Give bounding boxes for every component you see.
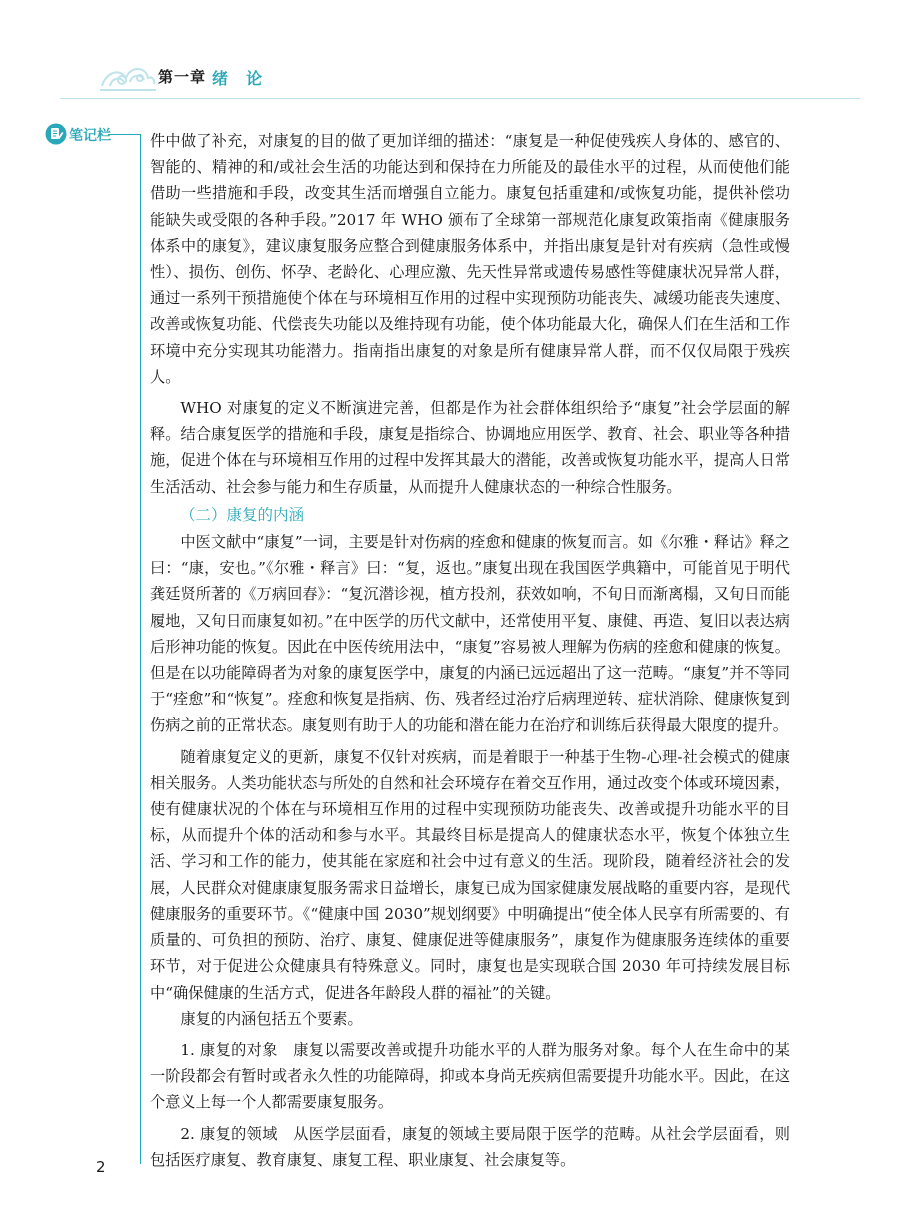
body-text xyxy=(150,128,790,1173)
chapter-label: 第一章 xyxy=(158,68,207,86)
list-item: 1. 康复的对象 康复以需要改善或提升功能水平的人群为服务对象。每个人在生命中的某一阶段都会有暂时或者永久性的功能障碍，抑或本身尚无疾病但需要提升功能水平。因此，在这个意义上每一个人都需要康复服务。 xyxy=(150,1040,790,1112)
paragraph: 中医文献中“康复”一词，主要是针对伤病的痊愈和健康的恢复而言。如《尔雅・释诂》释之曰：“康，安也。”《尔雅・释言》曰：“复，返也。”康复出现在我国医学典籍中，可能首见于明代龚廷贤所著的《万病回春》：“复沉潜诊视，植方投剂，获效如响，不旬日而渐离榻，又旬日而能履地，又旬日而康复如初。”在中医学的历代文献中，还常使用平复、康健、再造、复旧以表达病后形神功能的恢复。因此在中医传统用法中，“康复”容易被人理解为伤病的痊愈和健康的恢复。但是在以功能障碍者为对象的康复医学中，康复的内涵已远远超出了这一范畴。“康复”并不等同于“痊愈”和“恢复”。痊愈和恢复是指病、伤、残者经过治疗后病理逆转、症状消除、健康恢复到伤病之前的正常状态。康复则有助于人的功能和潜在能力在治疗和训练后获得最大限度的提升。 xyxy=(150,533,790,735)
cloud-ornament-icon xyxy=(100,58,156,92)
page-number: 2 xyxy=(96,1158,106,1176)
paragraph: 康复的内涵包括五个要素。 xyxy=(180,1009,363,1028)
header-divider xyxy=(60,98,860,99)
page-header xyxy=(0,0,900,110)
paragraph: 随着康复定义的更新，康复不仅针对疾病，而是着眼于一种基于生物-心理-社会模式的健康相关服务。人类功能状态与所处的自然和社会环境存在着交互作用，通过改变个体或环境因素，使有健康状况的个体在与环境相互作用的过程中实现预防功能丧失、改善或提升功能水平的目标，从而提升个体的活动和参与水平。其最终目标是提高人的健康状态水平，恢复个体独立生活、学习和工作的能力，使其能在家庭和社会中过有意义的生活。现阶段，随着经济社会的发展，人民群众对健康康复服务需求日益增长，康复已成为国家健康发展战略的重要内容，是现代健康服务的重要环节。《“健康中国 2030”规划纲要》中明确提出“使全体人民享有所需要的、有质量的、可负担的预防、治疗、康复、健康促进等健康服务”，康复作为健康服务连续体的重要环节，对于促进公众健康具有特殊意义。同时，康复也是实现联合国 2030 年可持续发展目标中“确保健康的生活方式，促进各年龄段人群的福祉”的关键。 xyxy=(150,747,790,1002)
notes-column-divider xyxy=(140,134,141,1164)
list-item: 2. 康复的领域 从医学层面看，康复的领域主要局限于医学的范畴。从社会学层面看，则包括医疗康复、教育康复、康复工程、职业康复、社会康复等。 xyxy=(150,1124,790,1169)
notes-connector-line xyxy=(108,134,140,135)
notes-label: 笔记栏 xyxy=(69,128,111,144)
paragraph: WHO 对康复的定义不断演进完善，但都是作为社会群体组织给予“康复”社会学层面的解释。结合康复医学的措施和手段，康复是指综合、协调地应用医学、教育、社会、职业等各种措施，促进个体在与环境相互作用的过程中发挥其最大的潜能，改善或恢复功能水平，提高人日常生活活动、社会参与能力和生存质量，从而提升人健康状态的一种综合性服务。 xyxy=(150,399,790,496)
chapter-title: 绪论 xyxy=(212,69,281,88)
section-heading: （二）康复的内涵 xyxy=(180,505,305,524)
paragraph: 件中做了补充，对康复的目的做了更加详细的描述：“康复是一种促使残疾人身体的、感官的、智能的、精神的和/或社会生活的功能达到和保持在力所能及的最佳水平的过程，从而使他们能借助一些措施和手段，改变其生活而增强自立能力。康复包括重建和/或恢复功能，提供补偿功能缺失或受限的各种手段。”2017 年 WHO 颁布了全球第一部规范化康复政策指南《健康服务体系中的康复》，建议康复服务应整合到健康服务体系中，并指出康复是针对有疾病（急性或慢性）、损伤、创伤、怀孕、老龄化、心理应激、先天性异常或遗传易感性等健康状况异常人群，通过一系列干预措施使个体在与环境相互作用的过程中实现预防功能丧失、减缓功能丧失速度、改善或恢复功能、代偿丧失功能以及维持现有功能，使个体功能最大化，确保人们在生活和工作环境中充分实现其功能潜力。指南指出康复的对象是所有健康异常人群，而不仅仅局限于残疾人。 xyxy=(150,132,790,386)
pencil-note-icon xyxy=(45,123,67,145)
